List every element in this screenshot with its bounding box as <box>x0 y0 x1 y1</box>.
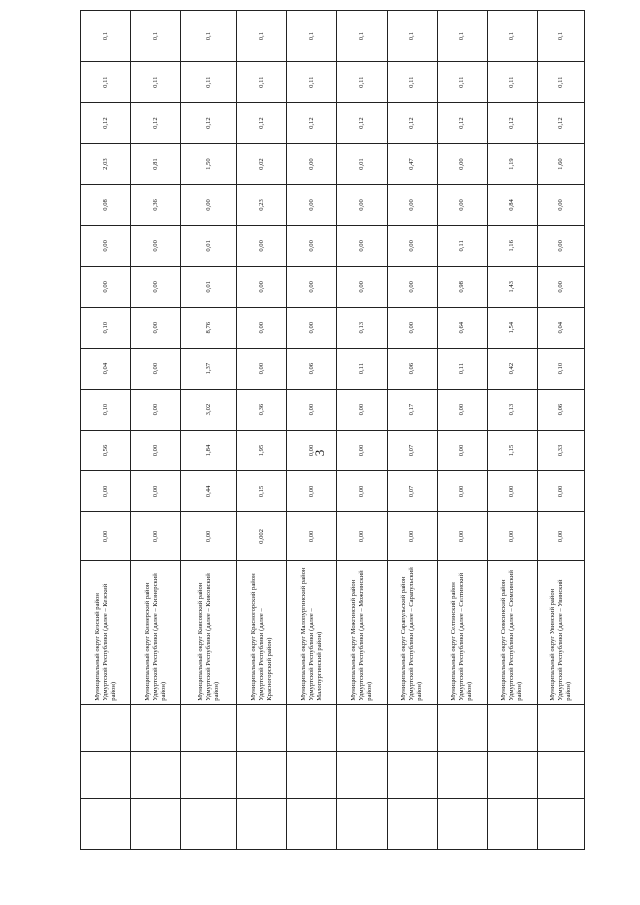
value-cell: 0,00 <box>181 512 237 561</box>
value-cell: 1,50 <box>181 144 237 185</box>
district-name-cell: Муниципальный округ Можгинский район Удмуртской Республики (далее – Можгинский район) <box>337 561 387 704</box>
value-cell: 0,13 <box>337 307 387 348</box>
value-cell: 0,00 <box>181 185 237 226</box>
value-cell: 0,00 <box>337 266 387 307</box>
district-name-cell: Муниципальный округ Селтинский район Удмуртской Республики (далее – Селтинский район) <box>437 561 487 704</box>
value-cell: 0,00 <box>437 144 487 185</box>
value-cell: 0,11 <box>387 62 437 103</box>
empty-cell <box>437 798 487 849</box>
value-cell: 0,11 <box>337 348 387 389</box>
value-cell: 0,10 <box>81 389 131 430</box>
value-cell: 0,1 <box>81 11 131 62</box>
district-name-cell: Муниципальный округ Кизнерский район Удмуртской Республики (далее – Кизнерский район) <box>131 561 181 704</box>
value-cell: 0,00 <box>537 185 584 226</box>
value-cell: 0,11 <box>337 62 387 103</box>
value-cell: 0,04 <box>81 348 131 389</box>
empty-cell <box>287 704 337 751</box>
empty-cell <box>387 751 437 798</box>
value-cell: 0,00 <box>537 512 584 561</box>
value-cell: 0,11 <box>237 62 287 103</box>
value-cell: 0,64 <box>437 307 487 348</box>
value-cell: 0,13 <box>487 389 537 430</box>
empty-cell <box>181 751 237 798</box>
empty-cell <box>537 751 584 798</box>
empty-cell <box>387 704 437 751</box>
value-cell: 8,76 <box>181 307 237 348</box>
value-cell: 0,44 <box>181 471 237 512</box>
value-cell: 0,12 <box>387 103 437 144</box>
value-cell: 1,43 <box>487 266 537 307</box>
value-cell: 1,15 <box>487 430 537 471</box>
value-cell: 0,12 <box>81 103 131 144</box>
value-cell: 0,00 <box>387 512 437 561</box>
value-cell: 0,98 <box>437 266 487 307</box>
value-cell: 0,00 <box>437 512 487 561</box>
value-cell: 0,1 <box>437 11 487 62</box>
value-cell: 0,00 <box>287 430 337 471</box>
value-cell: 0,00 <box>337 471 387 512</box>
value-cell: 0,07 <box>387 430 437 471</box>
value-cell: 0,00 <box>81 471 131 512</box>
value-cell: 0,08 <box>81 185 131 226</box>
value-cell: 0,12 <box>287 103 337 144</box>
rotated-table-frame <box>80 10 585 850</box>
district-name-cell: Муниципальный округ Киясовский район Удмуртской Республики (далее – Киясовский район) <box>181 561 237 704</box>
value-cell: 0,12 <box>437 103 487 144</box>
value-cell: 0,00 <box>131 430 181 471</box>
value-cell: 0,1 <box>337 11 387 62</box>
value-cell: 0,00 <box>237 307 287 348</box>
value-cell: 0,00 <box>287 512 337 561</box>
value-cell: 0,06 <box>537 389 584 430</box>
value-cell: 0,07 <box>387 471 437 512</box>
value-cell: 0,11 <box>537 62 584 103</box>
table-row <box>437 11 487 850</box>
value-cell: 0,00 <box>81 266 131 307</box>
value-cell: 0,11 <box>287 62 337 103</box>
district-name-cell: Муниципальный округ Увинский район Удмуртской Республики (далее – Увинский район) <box>537 561 584 704</box>
value-cell: 0,23 <box>237 185 287 226</box>
value-cell: 0,17 <box>387 389 437 430</box>
value-cell: 0,12 <box>181 103 237 144</box>
empty-cell <box>131 751 181 798</box>
table-row <box>237 11 287 850</box>
value-cell: 0,00 <box>437 430 487 471</box>
value-cell: 0,00 <box>287 185 337 226</box>
value-cell: 0,06 <box>387 348 437 389</box>
value-cell: 0,1 <box>237 11 287 62</box>
value-cell: 0,01 <box>181 266 237 307</box>
value-cell: 0,00 <box>131 307 181 348</box>
value-cell: 0,00 <box>131 266 181 307</box>
value-cell: 0,00 <box>131 389 181 430</box>
table-row <box>287 11 337 850</box>
value-cell: 0,00 <box>131 512 181 561</box>
district-name-cell: Муниципальный округ Кезский район Удмуртской Республики (далее – Кезский район) <box>81 561 131 704</box>
value-cell: 0,10 <box>537 348 584 389</box>
value-cell: 0,1 <box>537 11 584 62</box>
value-cell: 0,12 <box>337 103 387 144</box>
value-cell: 0,1 <box>131 11 181 62</box>
value-cell: 0,56 <box>81 430 131 471</box>
value-cell: 0,00 <box>387 225 437 266</box>
value-cell: 0,00 <box>337 512 387 561</box>
empty-cell <box>387 798 437 849</box>
value-cell: 0,00 <box>437 389 487 430</box>
page-number: 3 <box>312 449 327 457</box>
value-cell: 1,16 <box>487 225 537 266</box>
report-table <box>80 10 585 850</box>
value-cell: 0,00 <box>287 389 337 430</box>
value-cell: 1,60 <box>537 144 584 185</box>
district-name-cell: Муниципальный округ Сюмсинский район Удмуртской Республики (далее – Сюмсинский район) <box>487 561 537 704</box>
value-cell: 0,33 <box>537 430 584 471</box>
value-cell: 0,00 <box>131 471 181 512</box>
empty-cell <box>81 751 131 798</box>
empty-cell <box>537 798 584 849</box>
value-cell: 0,42 <box>487 348 537 389</box>
value-cell: 0,1 <box>181 11 237 62</box>
table-row <box>537 11 584 850</box>
value-cell: 3,02 <box>181 389 237 430</box>
value-cell: 0,12 <box>237 103 287 144</box>
district-name-cell: Муниципальный округ Сарапульский район Удмуртской Республики (далее – Сарапульский район) <box>387 561 437 704</box>
value-cell: 0,02 <box>237 144 287 185</box>
empty-cell <box>537 704 584 751</box>
district-name-cell: Муниципальный округ Малопургинский район Удмуртской Республики (далее – Малопургинский район) <box>287 561 337 704</box>
value-cell: 0,00 <box>387 266 437 307</box>
value-cell: 1,95 <box>237 430 287 471</box>
district-name-cell: Муниципальный округ Красногорский район Удмуртской Республики (далее – Красногорский район) <box>237 561 287 704</box>
value-cell: 0,11 <box>437 225 487 266</box>
value-cell: 0,1 <box>387 11 437 62</box>
value-cell: 0,11 <box>131 62 181 103</box>
table-row <box>387 11 437 850</box>
empty-cell <box>181 798 237 849</box>
value-cell: 0,00 <box>287 266 337 307</box>
value-cell: 0,84 <box>487 185 537 226</box>
table-row <box>337 11 387 850</box>
value-cell: 0,15 <box>237 471 287 512</box>
value-cell: 0,01 <box>337 144 387 185</box>
value-cell: 0,47 <box>387 144 437 185</box>
value-cell: 0,00 <box>487 512 537 561</box>
value-cell: 0,12 <box>131 103 181 144</box>
value-cell: 0,00 <box>131 225 181 266</box>
value-cell: 0,00 <box>237 348 287 389</box>
value-cell: 0,11 <box>181 62 237 103</box>
value-cell: 0,36 <box>131 185 181 226</box>
value-cell: 1,37 <box>181 348 237 389</box>
value-cell: 0,00 <box>81 225 131 266</box>
value-cell: 0,11 <box>81 62 131 103</box>
value-cell: 0,00 <box>237 225 287 266</box>
value-cell: 0,00 <box>537 471 584 512</box>
value-cell: 0,00 <box>387 307 437 348</box>
value-cell: 0,10 <box>81 307 131 348</box>
empty-cell <box>287 798 337 849</box>
value-cell: 0,00 <box>337 430 387 471</box>
value-cell: 1,19 <box>487 144 537 185</box>
value-cell: 0,06 <box>287 348 337 389</box>
value-cell: 0,1 <box>287 11 337 62</box>
empty-cell <box>487 798 537 849</box>
value-cell: 0,00 <box>81 512 131 561</box>
value-cell: 0,00 <box>337 389 387 430</box>
value-cell: 0,00 <box>337 185 387 226</box>
empty-cell <box>487 704 537 751</box>
value-cell: 0,04 <box>537 307 584 348</box>
empty-cell <box>237 751 287 798</box>
value-cell: 0,00 <box>537 266 584 307</box>
value-cell: 0,00 <box>387 185 437 226</box>
value-cell: 0,00 <box>437 185 487 226</box>
value-cell: 0,00 <box>237 266 287 307</box>
value-cell: 0,00 <box>337 225 387 266</box>
value-cell: 0,36 <box>237 389 287 430</box>
empty-cell <box>487 751 537 798</box>
value-cell: 1,54 <box>487 307 537 348</box>
table-row <box>81 11 131 850</box>
empty-cell <box>81 704 131 751</box>
empty-cell <box>337 704 387 751</box>
value-cell: 0,00 <box>287 471 337 512</box>
table-viewport <box>80 10 585 850</box>
empty-cell <box>437 751 487 798</box>
empty-cell <box>131 704 181 751</box>
value-cell: 0,00 <box>131 348 181 389</box>
value-cell: 0,01 <box>181 225 237 266</box>
empty-cell <box>337 798 387 849</box>
value-cell: 0,00 <box>437 471 487 512</box>
value-cell: 2,03 <box>81 144 131 185</box>
value-cell: 1,84 <box>181 430 237 471</box>
value-cell: 0,00 <box>487 471 537 512</box>
empty-cell <box>181 704 237 751</box>
table-row <box>131 11 181 850</box>
empty-cell <box>131 798 181 849</box>
empty-cell <box>337 751 387 798</box>
value-cell: 0,11 <box>437 62 487 103</box>
value-cell: 0,00 <box>287 307 337 348</box>
value-cell: 0,00 <box>287 225 337 266</box>
empty-cell <box>237 704 287 751</box>
empty-cell <box>287 751 337 798</box>
value-cell: 0,12 <box>487 103 537 144</box>
value-cell: 0,002 <box>237 512 287 561</box>
value-cell: 0,12 <box>537 103 584 144</box>
empty-cell <box>237 798 287 849</box>
table-row <box>181 11 237 850</box>
empty-cell <box>81 798 131 849</box>
value-cell: 0,00 <box>287 144 337 185</box>
value-cell: 0,1 <box>487 11 537 62</box>
value-cell: 0,11 <box>487 62 537 103</box>
table-row <box>487 11 537 850</box>
value-cell: 0,00 <box>537 225 584 266</box>
value-cell: 0,11 <box>437 348 487 389</box>
empty-cell <box>437 704 487 751</box>
value-cell: 0,81 <box>131 144 181 185</box>
